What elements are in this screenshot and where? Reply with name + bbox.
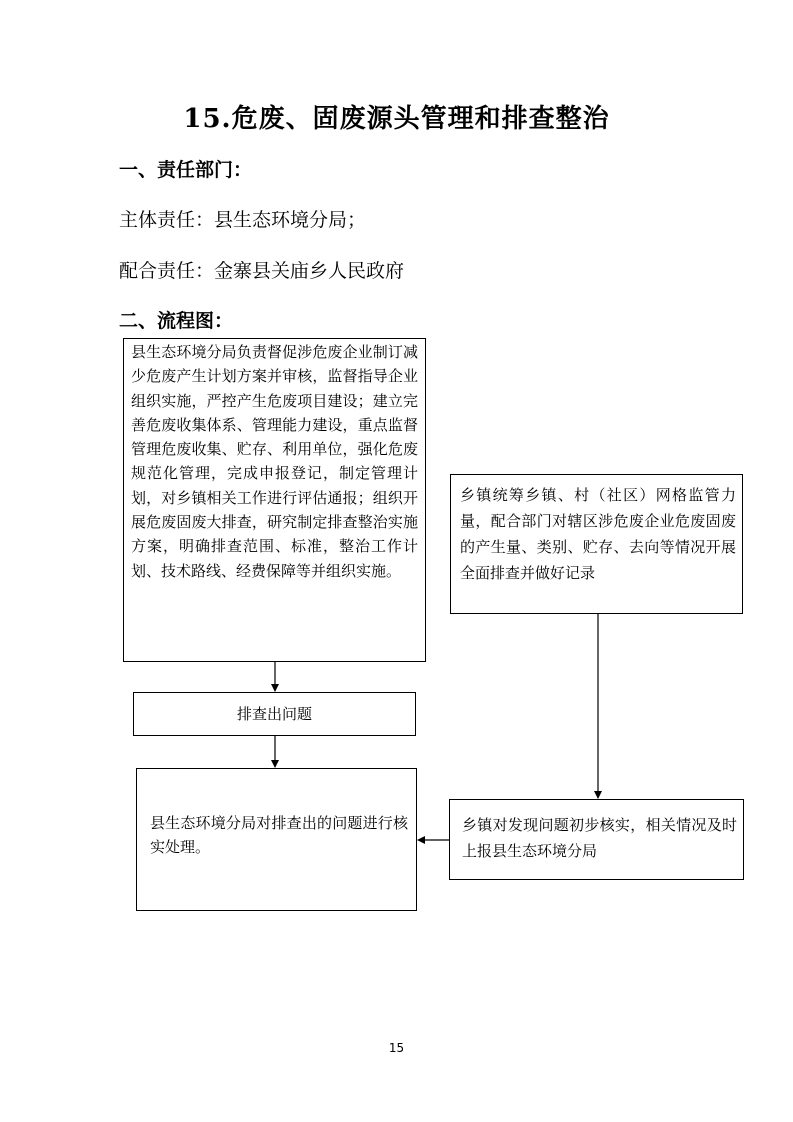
section-heading-responsible-departments: 一、责任部门： <box>119 159 253 181</box>
document-title: 15.危废、固废源头管理和排查整治 <box>183 104 610 134</box>
page-number: 15 <box>388 1041 405 1055</box>
flow-box-township-coordinate-text: 乡镇统筹乡镇、村（社区）网格监管力量，配合部门对辖区涉危废企业危废固废的产生量、类别、贮存、去向等情况开展全面排查并做好记录 <box>460 486 736 582</box>
flow-box-issues-found <box>133 692 416 736</box>
flow-box-bureau-duties <box>123 338 426 662</box>
section-heading-flowchart: 二、流程图： <box>119 310 234 332</box>
flow-box-township-coordinate <box>450 474 743 614</box>
cooperating-responsibility-line: 配合责任：金寨县关庙乡人民政府 <box>119 260 405 282</box>
flow-box-issues-found-text: 排查出问题 <box>236 705 312 723</box>
flow-box-bureau-verify-text: 县生态环境分局对排查出的问题进行核实处理。 <box>150 814 408 857</box>
main-responsibility-line: 主体责任：县生态环境分局； <box>119 209 367 231</box>
flow-box-township-report <box>449 799 744 880</box>
flow-box-bureau-duties-text: 县生态环境分局负责督促涉危废企业制订减少危废产生计划方案并审核，监督指导企业组织实施，严控产生危废项目建设；建立完善危废收集体系、管理能力建设，重点监督管理危废收集、贮存、利用单位，强化危废规范化管理，完成申报登记，制定管理计划，对乡镇相关工作进行评估通报；组织开展危废固废大排查，研究制定排查整治实施方案，明确排查范围、标准，整治工作计划、技术路线、经费保障等并组织实施。 <box>131 343 418 580</box>
flow-box-township-report-text: 乡镇对发现问题初步核实，相关情况及时上报县生态环境分局 <box>462 816 737 860</box>
flow-box-bureau-verify <box>136 768 417 911</box>
